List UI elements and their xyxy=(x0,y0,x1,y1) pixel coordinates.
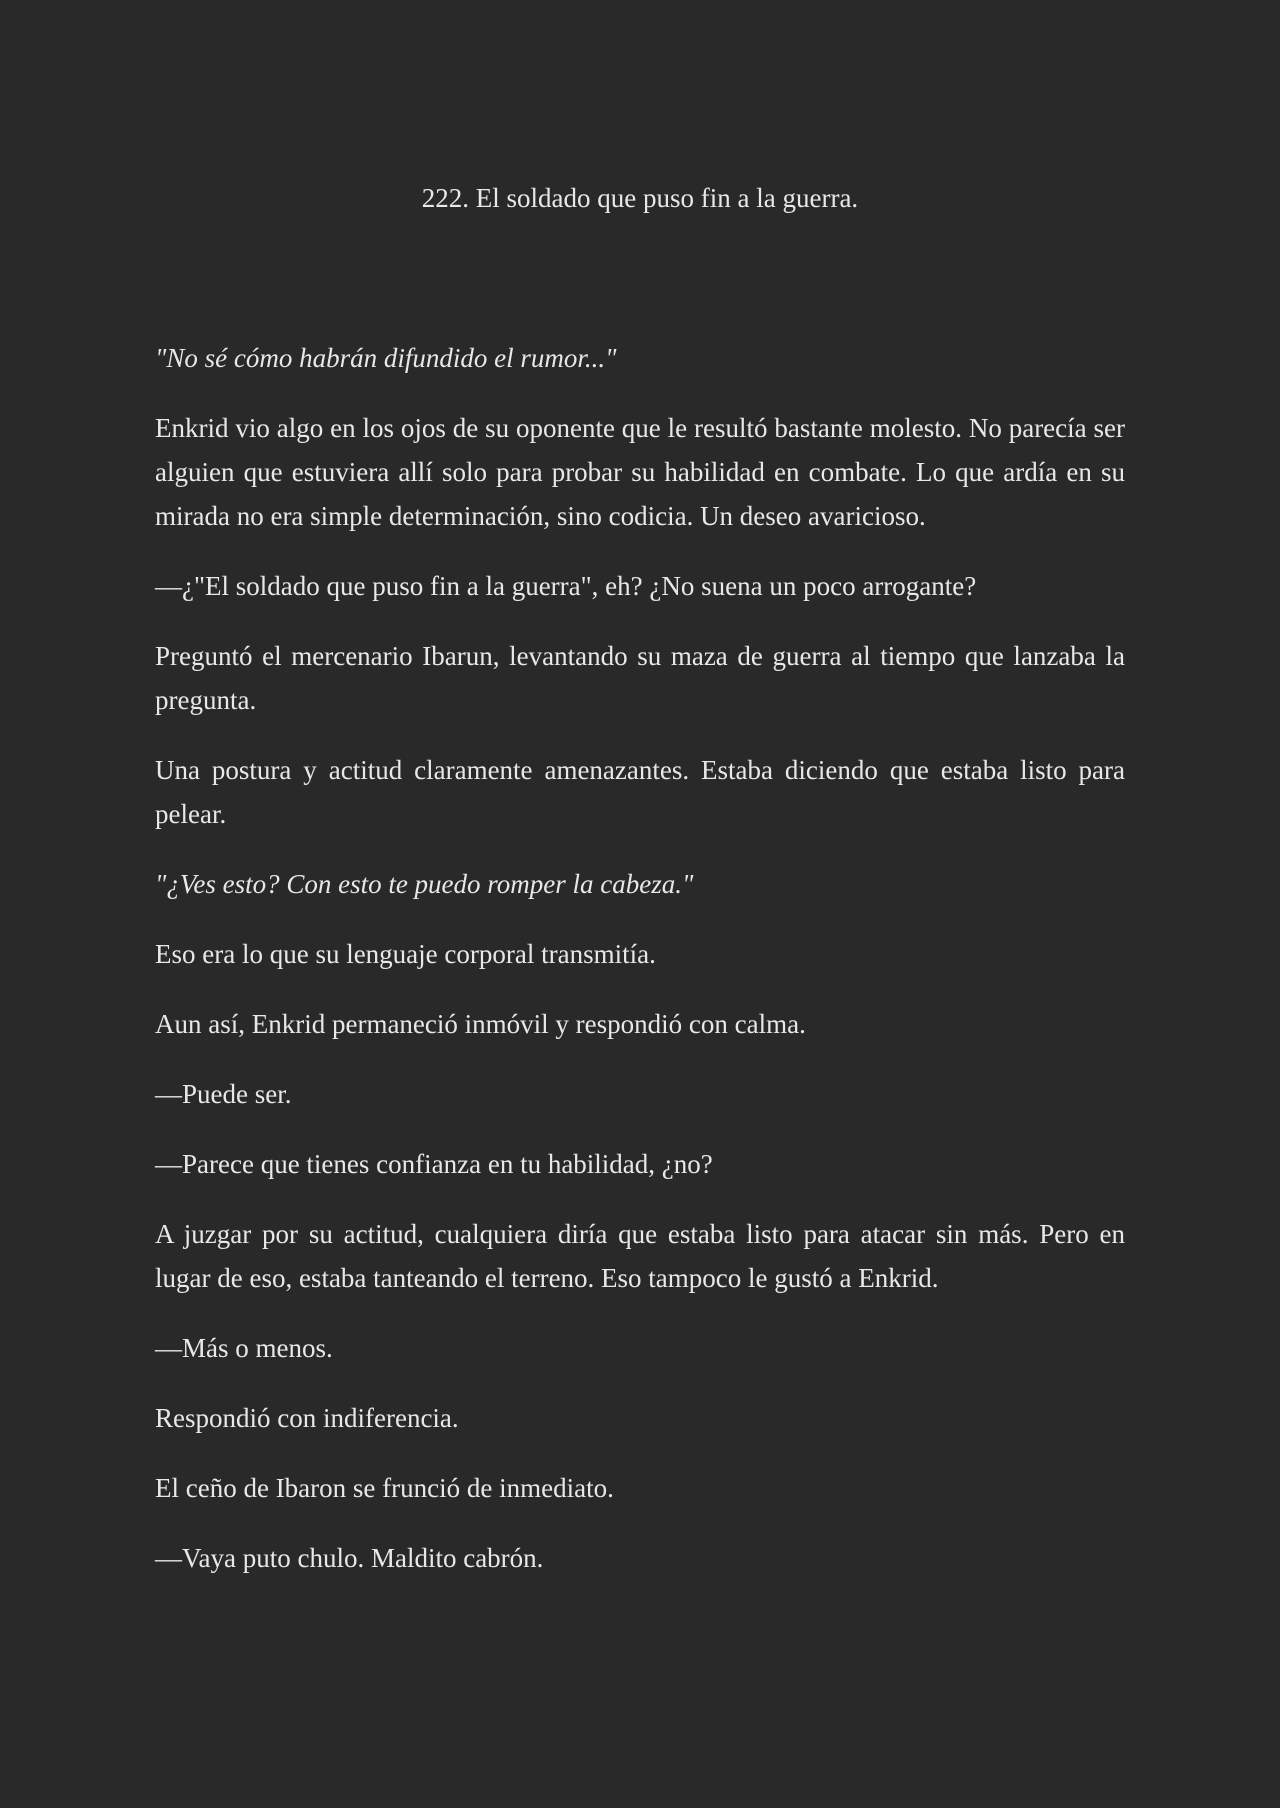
chapter-title: 222. El soldado que puso fin a la guerra. xyxy=(421,183,859,213)
paragraph: Una postura y actitud claramente amenazantes. Estaba diciendo que estaba listo para pelear. xyxy=(155,755,1125,829)
paragraph: —Más o menos. xyxy=(155,1333,333,1363)
paragraph: —Puede ser. xyxy=(155,1079,292,1109)
paragraph: Aun así, Enkrid permaneció inmóvil y respondió con calma. xyxy=(155,1009,806,1039)
paragraph: —¿"El soldado que puso fin a la guerra", eh? ¿No suena un poco arrogante? xyxy=(155,571,977,601)
paragraph: —Vaya puto chulo. Maldito cabrón. xyxy=(155,1543,544,1573)
paragraph: "¿Ves esto? Con esto te puedo romper la cabeza." xyxy=(155,869,694,899)
paragraph: A juzgar por su actitud, cualquiera diría que estaba listo para atacar sin más. Pero en lugar de eso, estaba tanteando el terreno. Eso tampoco le gustó a Enkrid. xyxy=(155,1219,1125,1293)
paragraph: Eso era lo que su lenguaje corporal transmitía. xyxy=(155,939,656,969)
paragraph: Enkrid vio algo en los ojos de su oponente que le resultó bastante molesto. No parecía ser alguien que estuviera allí solo para probar su habilidad en combate. Lo que ardía en su mirada no era simple determinación, sino codicia. Un deseo avaricioso. xyxy=(155,413,1125,531)
paragraph: El ceño de Ibaron se frunció de inmediato. xyxy=(155,1473,614,1503)
paragraph: Preguntó el mercenario Ibarun, levantando su maza de guerra al tiempo que lanzaba la pregunta. xyxy=(155,641,1125,715)
paragraph: Respondió con indiferencia. xyxy=(155,1403,459,1433)
paragraph: "No sé cómo habrán difundido el rumor..." xyxy=(155,343,617,373)
chapter-body xyxy=(155,336,1125,1606)
paragraph: —Parece que tienes confianza en tu habilidad, ¿no? xyxy=(155,1149,713,1179)
